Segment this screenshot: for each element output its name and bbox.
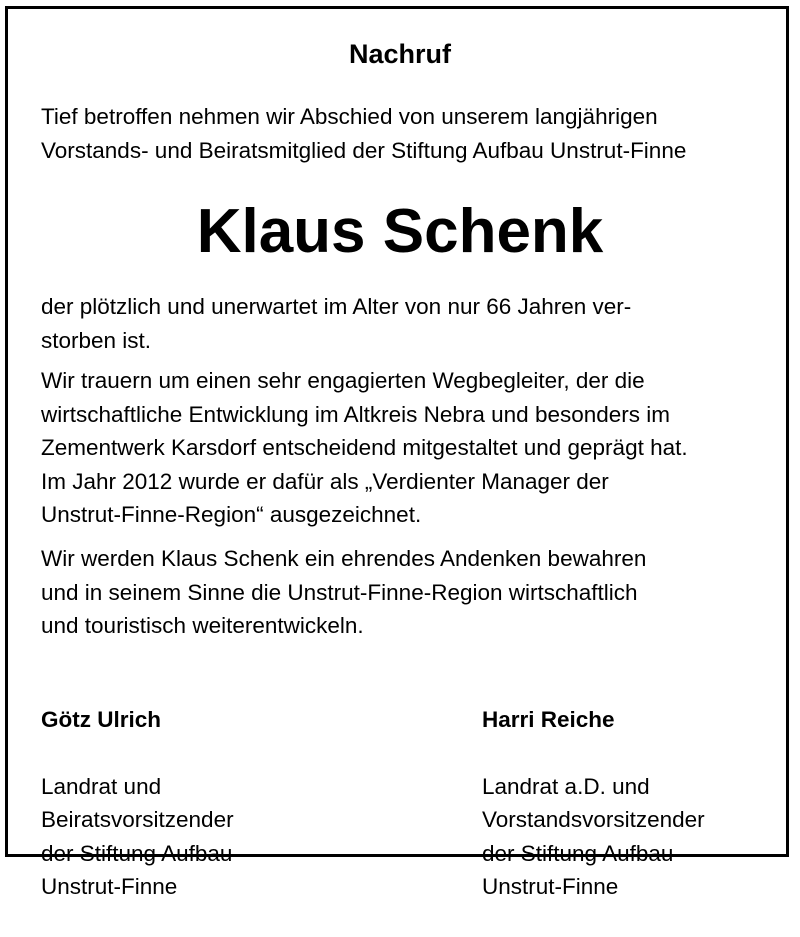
signatory-name-right: Harri Reiche (482, 706, 615, 732)
closing-paragraph: Wir werden Klaus Schenk ein ehrendes Andenken bewahren und in seinem Sinne die Unstrut-Finne-Region wirtschaftlich und touristisch weiterentwickeln. (41, 546, 647, 638)
signature-block-right (482, 669, 705, 937)
signatory-name-left: Götz Ulrich (41, 706, 162, 732)
signatory-title-right: Landrat a.D. und Vorstandsvorsitzender der Stiftung Aufbau Unstrut-Finne (482, 773, 705, 899)
deceased-name: Klaus Schenk (196, 197, 604, 266)
tribute-paragraph: Wir trauern um einen sehr engagierten Wegbegleiter, der die wirtschaftliche Entwicklung im Altkreis Nebra und besonders im Zementwerk Karsdorf entscheidend mitgestaltet und geprägt hat. Im Jahr 2012 wurde er dafür als „Verdienter Manager der Unstrut-Finne-Region“ ausgezeichnet. (41, 368, 688, 527)
signatory-title-left: Landrat und Beiratsvorsitzender der Stiftung Aufbau Unstrut-Finne (41, 773, 234, 899)
signature-block-left (41, 669, 234, 937)
notice-heading: Nachruf (348, 39, 451, 69)
intro-paragraph: Tief betroffen nehmen wir Abschied von unserem langjährigen Vorstands- und Beiratsmitglied der Stiftung Aufbau Unstrut-Finne (41, 104, 687, 163)
death-statement-paragraph: der plötzlich und unerwartet im Alter von nur 66 Jahren ver- storben ist. (41, 294, 632, 353)
